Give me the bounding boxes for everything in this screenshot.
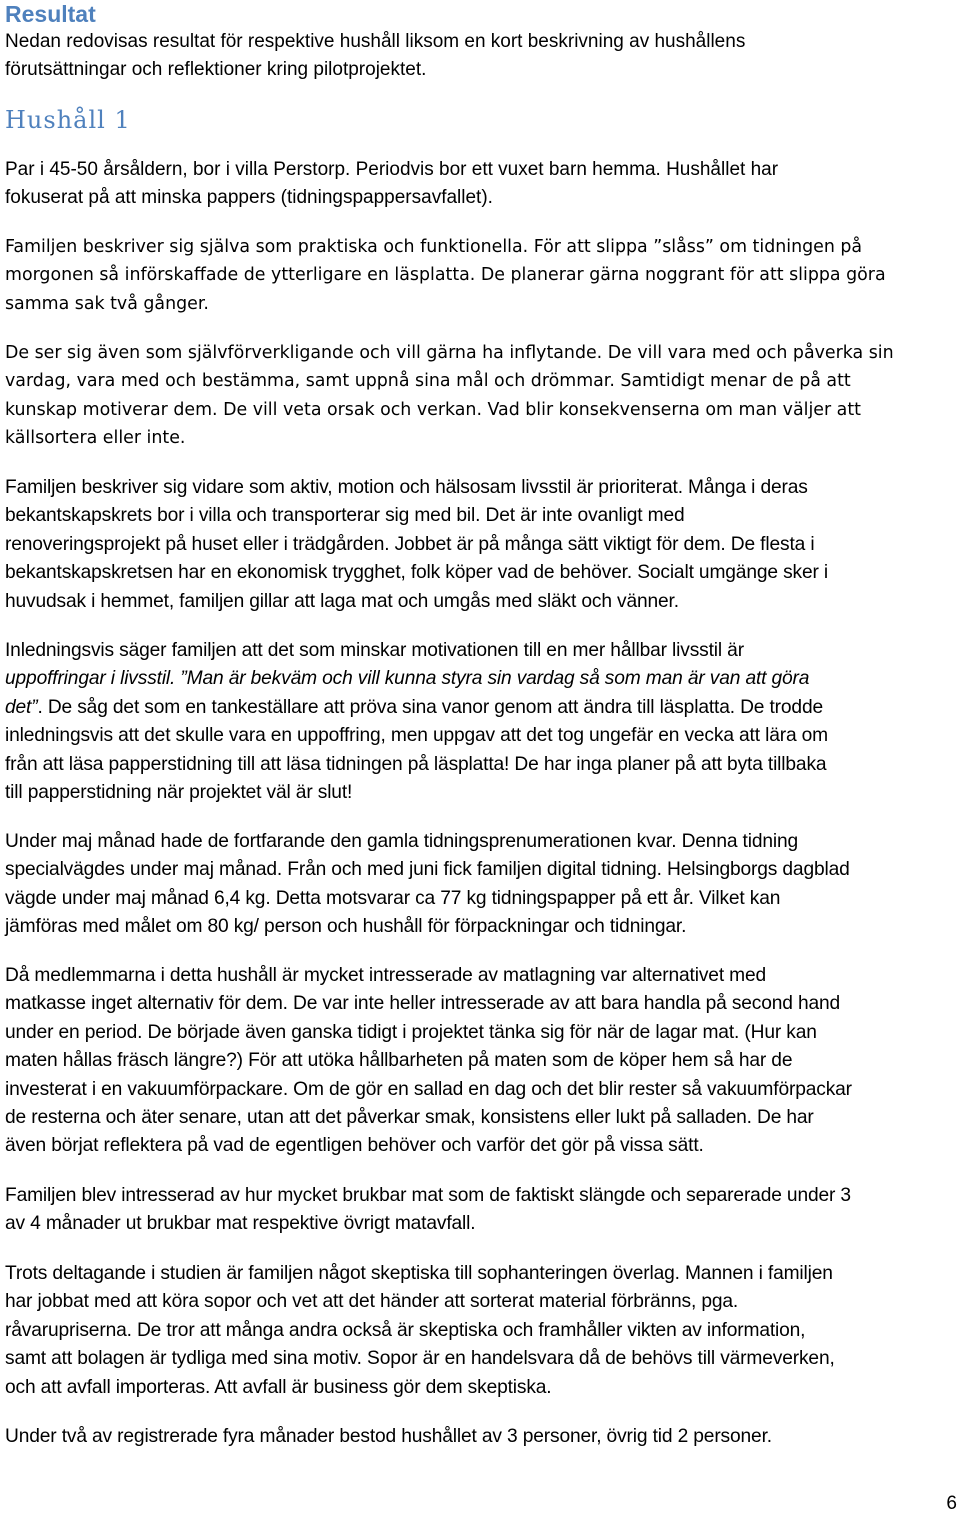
text-line-italic: uppoffringar i livsstil. ”Man är bekväm och vill kunna styra sin vardag så som man är van att göra	[5, 668, 810, 690]
heading-resultat: Resultat	[5, 1, 96, 27]
text-line: har jobbat med att köra sopor och vet att det händer att sorterat material förbränns, pga.	[5, 1291, 739, 1313]
paragraph-6	[5, 828, 960, 942]
text-line	[5, 694, 960, 722]
text-line: Familjen beskriver sig vidare som aktiv, motion och hälsosam livsstil är prioriterat. Många i deras	[5, 477, 808, 498]
text-line: huvudsak i hemmet, familjen gillar att laga mat och umgås med släkt och vänner.	[5, 590, 679, 612]
text-line: samt att bolagen är tydliga med sina motiv. Sopor är en handelsvara då de behövs till värmeverken,	[5, 1348, 835, 1370]
paragraph-8	[5, 1182, 960, 1239]
paragraph-3	[5, 339, 960, 453]
text-line: vägde under maj månad 6,4 kg. Detta motsvarar ca 77 kg tidningspapper på ett år. Vilket kan	[5, 887, 781, 909]
paragraph-1	[5, 156, 960, 213]
text-line: jämföras med målet om 80 kg/ person och hushåll för förpackningar och tidningar.	[5, 916, 687, 938]
text-line: samma sak två gånger.	[5, 293, 209, 314]
text-line: till papperstidning när projektet väl är slut!	[5, 782, 353, 804]
paragraph-9	[5, 1260, 960, 1402]
text-line: även börjat reflektera på vad de egentligen behöver och varför det gör på vissa sätt.	[5, 1135, 704, 1157]
text-line: Familjen beskriver sig själva som praktiska och funktionella. För att slippa ”slåss” om tidningen på	[5, 237, 863, 257]
text-line: från att läsa papperstidning till att läsa tidningen på läsplatta! De har inga planer på att byta tillbaka	[5, 753, 827, 775]
text-line: specialvägdes under maj månad. Från och med juni fick familjen digital tidning. Helsingborgs dagblad	[5, 859, 850, 881]
text-line: Under maj månad hade de fortfarande den gamla tidningsprenumerationen kvar. Denna tidning	[5, 831, 799, 852]
text-line: förutsättningar och reflektioner kring pilotprojektet.	[5, 59, 427, 81]
text-line: investerat i en vakuumförpackare. Om de gör en sallad en dag och det blir rester så vakuumförpackar	[5, 1078, 852, 1100]
text-line: morgonen så införskaffade de ytterligare en läsplatta. De planerar gärna noggrant för att slippa göra	[5, 265, 886, 286]
paragraph-4	[5, 474, 960, 616]
text-line: de resterna och äter senare, utan att det påverkar smak, konsistens eller lukt på salladen. De har	[5, 1107, 814, 1129]
text-line: vardag, vara med och bestämma, samt uppnå sina mål och drömmar. Samtidigt menar de på att	[5, 371, 851, 392]
text-line: Då medlemmarna i detta hushåll är mycket intresserade av matlagning var alternativet med	[5, 965, 767, 986]
text-line: kunskap motiverar dem. De vill veta orsak och verkan. Vad blir konsekvenserna om man väljer att	[5, 399, 861, 420]
text-line: matkasse inget alternativ för dem. De var inte heller intresserade av att bara handla på second hand	[5, 993, 841, 1015]
text-line: råvarupriserna. De tror att många andra också är skeptiska och framhåller vikten av information,	[5, 1319, 806, 1341]
text-line: Par i 45-50 årsåldern, bor i villa Perstorp. Periodvis bor ett vuxet barn hemma. Hushållet har	[5, 159, 779, 180]
text-line: Familjen blev intresserad av hur mycket brukbar mat som de faktiskt slängde och separerade under 3	[5, 1185, 851, 1206]
intro-paragraph	[5, 28, 960, 85]
text-line: källsortera eller inte.	[5, 428, 186, 449]
text-line: Under två av registrerade fyra månader bestod hushållet av 3 personer, övrig tid 2 personer.	[5, 1426, 772, 1447]
text-line: maten hållas fräsch längre?) För att utöka hållbarheten på maten som de köper hem så har de	[5, 1050, 793, 1072]
page-number: 6	[946, 1493, 957, 1514]
text-line: inledningsvis att det skulle vara en uppoffring, men uppgav att det tog ungefär en vecka att lära om	[5, 725, 829, 747]
text-line: av 4 månader ut brukbar mat respektive övrigt matavfall.	[5, 1213, 476, 1235]
text-line: Inledningsvis säger familjen att det som minskar motivationen till en mer hållbar livsstil är	[5, 640, 744, 661]
paragraph-10	[5, 1423, 960, 1451]
text-line: bekantskapskretsen har en ekonomisk trygghet, folk köper vad de behöver. Socialt umgänge sker i	[5, 562, 829, 584]
section-title-hushall-1: Hushåll 1	[5, 106, 131, 134]
text-line: Nedan redovisas resultat för respektive hushåll liksom en kort beskrivning av hushållens	[5, 31, 746, 52]
paragraph-2	[5, 233, 960, 318]
text-line: De ser sig även som självförverkligande och vill gärna ha inflytande. De vill vara med och påverka sin	[5, 343, 894, 363]
text-fragment: . De såg det som en tankeställare att pröva sina vanor genom att ändra till läsplatta. De trodde	[37, 696, 823, 718]
paragraph-5	[5, 637, 960, 807]
text-line: under en period. De började även ganska tidigt i projektet tänka sig för när de lagar mat. (Hur kan	[5, 1021, 817, 1043]
text-line: renoveringsprojekt på huset eller i trädgården. Jobbet är på många sätt viktigt för dem. De flesta i	[5, 533, 815, 555]
text-line: bekantskapskrets bor i villa och transporterar sig med bil. Det är inte ovanligt med	[5, 505, 685, 527]
text-line: Trots deltagande i studien är familjen något skeptiska till sophanteringen överlag. Mannen i familjen	[5, 1263, 833, 1284]
text-line: och att avfall importeras. Att avfall är business gör dem skeptiska.	[5, 1376, 552, 1398]
paragraph-7	[5, 962, 960, 1161]
text-line: fokuserat på att minska pappers (tidningspappersavfallet).	[5, 187, 493, 209]
italic-fragment: det”	[5, 696, 38, 718]
